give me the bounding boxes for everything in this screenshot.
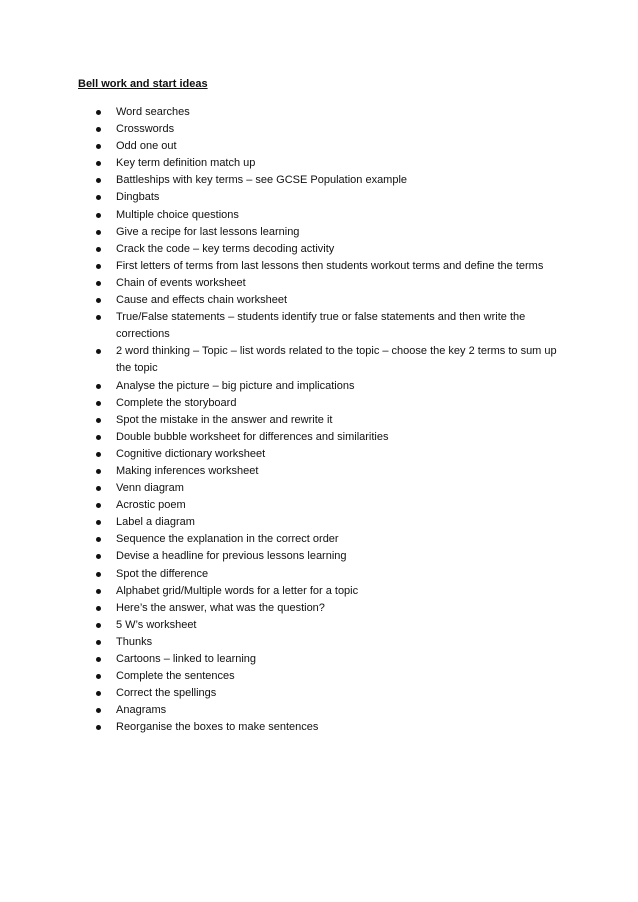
list-item-text: Reorganise the boxes to make sentences — [116, 721, 319, 734]
bullet-icon — [96, 708, 101, 713]
list-item-text: Thunks — [116, 635, 153, 648]
bullet-icon — [96, 213, 101, 218]
list-item — [0, 566, 568, 583]
bullet-icon — [96, 161, 101, 166]
list-item-text: Alphabet grid/Multiple words for a letter for a topic — [116, 584, 359, 597]
list-item-text: Complete the sentences — [116, 670, 235, 683]
bullet-icon — [96, 418, 101, 423]
list-item — [0, 104, 568, 121]
list-item — [0, 172, 568, 189]
list-item-text: Cartoons – linked to learning — [116, 653, 257, 665]
list-item — [0, 668, 568, 685]
list-item — [0, 702, 568, 719]
bullet-icon — [96, 178, 101, 183]
list-item-text: Sequence the explanation in the correct order — [116, 533, 339, 546]
list-item-text: Anagrams — [116, 704, 167, 717]
bullet-icon — [96, 349, 101, 354]
list-item-text: Cognitive dictionary worksheet — [116, 447, 266, 460]
list-item-text: Crack the code – key terms decoding activity — [116, 242, 335, 255]
bullet-icon — [96, 725, 101, 730]
list-item-text: Cause and effects chain worksheet — [116, 294, 288, 307]
list-item — [0, 378, 568, 395]
bullet-icon — [96, 691, 101, 696]
list-item — [0, 548, 568, 565]
bullet-icon — [96, 537, 101, 542]
list-item — [0, 224, 568, 241]
list-item-text: Acrostic poem — [116, 499, 186, 512]
bullet-icon — [96, 127, 101, 132]
list-item — [0, 480, 568, 497]
list-item — [0, 309, 568, 343]
list-item-text: 5 W’s worksheet — [116, 618, 197, 631]
ideas-list — [0, 104, 638, 736]
bullet-icon — [96, 572, 101, 577]
bullet-icon — [96, 144, 101, 149]
list-item — [0, 463, 568, 480]
list-item-text: Odd one out — [116, 140, 177, 153]
list-item — [0, 600, 568, 617]
bullet-icon — [96, 110, 101, 115]
list-item — [0, 651, 568, 668]
list-item — [0, 189, 568, 206]
list-item-text: Devise a headline for previous lessons learning — [116, 550, 347, 563]
list-item — [0, 275, 568, 292]
bullet-icon — [96, 520, 101, 525]
list-item — [0, 395, 568, 412]
list-item-text: Venn diagram — [116, 482, 184, 495]
list-item-text: Multiple choice questions — [116, 208, 239, 221]
list-item — [0, 617, 568, 634]
bullet-icon — [96, 606, 101, 611]
list-item-text: Dingbats — [116, 191, 160, 204]
list-item — [0, 207, 568, 224]
list-item — [0, 292, 568, 309]
bullet-icon — [96, 298, 101, 303]
bullet-icon — [96, 384, 101, 389]
bullet-icon — [96, 315, 101, 320]
list-item-text: Correct the spellings — [116, 687, 217, 700]
bullet-icon — [96, 657, 101, 662]
list-item-text: Here’s the answer, what was the question? — [116, 601, 325, 614]
bullet-icon — [96, 554, 101, 559]
list-item — [0, 583, 568, 600]
bullet-icon — [96, 401, 101, 406]
list-item-text: Making inferences worksheet — [116, 464, 259, 477]
list-item — [0, 412, 568, 429]
bullet-icon — [96, 452, 101, 457]
list-item-text: Key term definition match up — [116, 157, 256, 170]
list-item-text: Complete the storyboard — [116, 396, 237, 409]
bullet-icon — [96, 674, 101, 679]
list-item-text: Battleships with key terms – see GCSE Population example — [116, 174, 408, 187]
list-item — [0, 138, 568, 155]
list-item-text: First letters of terms from last lessons then students workout terms and define the terms — [116, 259, 544, 272]
bullet-icon — [96, 435, 101, 440]
list-item-text: Analyse the picture – big picture and implications — [116, 379, 355, 392]
list-item-text: Label a diagram — [116, 516, 195, 529]
list-item — [0, 634, 568, 651]
bullet-icon — [96, 589, 101, 594]
bullet-icon — [96, 503, 101, 508]
list-item — [0, 531, 568, 548]
list-item-text: Spot the difference — [116, 567, 209, 580]
list-item — [0, 121, 568, 138]
list-item-text: Crosswords — [116, 123, 175, 136]
list-item-text: Double bubble worksheet for differences and similarities — [116, 430, 389, 443]
list-item-text: Word searches — [116, 106, 190, 118]
list-item — [0, 241, 568, 258]
bullet-icon — [96, 230, 101, 235]
list-item — [0, 514, 568, 531]
list-item-text: Give a recipe for last lessons learning — [116, 225, 300, 238]
bullet-icon — [96, 623, 101, 628]
bullet-icon — [96, 264, 101, 269]
list-item-text: 2 word thinking – Topic – list words related to the topic – choose the key 2 terms to sum up the topic — [116, 345, 557, 375]
bullet-icon — [96, 281, 101, 286]
list-item — [0, 685, 568, 702]
list-item — [0, 155, 568, 172]
list-item — [0, 343, 568, 377]
page-heading: Bell work and start ideas — [78, 78, 208, 90]
list-item — [0, 429, 568, 446]
list-item — [0, 719, 568, 736]
bullet-icon — [96, 247, 101, 252]
bullet-icon — [96, 195, 101, 200]
list-item — [0, 497, 568, 514]
list-item-text: Chain of events worksheet — [116, 276, 246, 289]
bullet-icon — [96, 469, 101, 474]
list-item-text: Spot the mistake in the answer and rewrite it — [116, 413, 333, 426]
list-item-text: True/False statements – students identify true or false statements and then write the corrections — [116, 311, 526, 341]
bullet-icon — [96, 640, 101, 645]
list-item — [0, 258, 568, 275]
list-item — [0, 446, 568, 463]
bullet-icon — [96, 486, 101, 491]
